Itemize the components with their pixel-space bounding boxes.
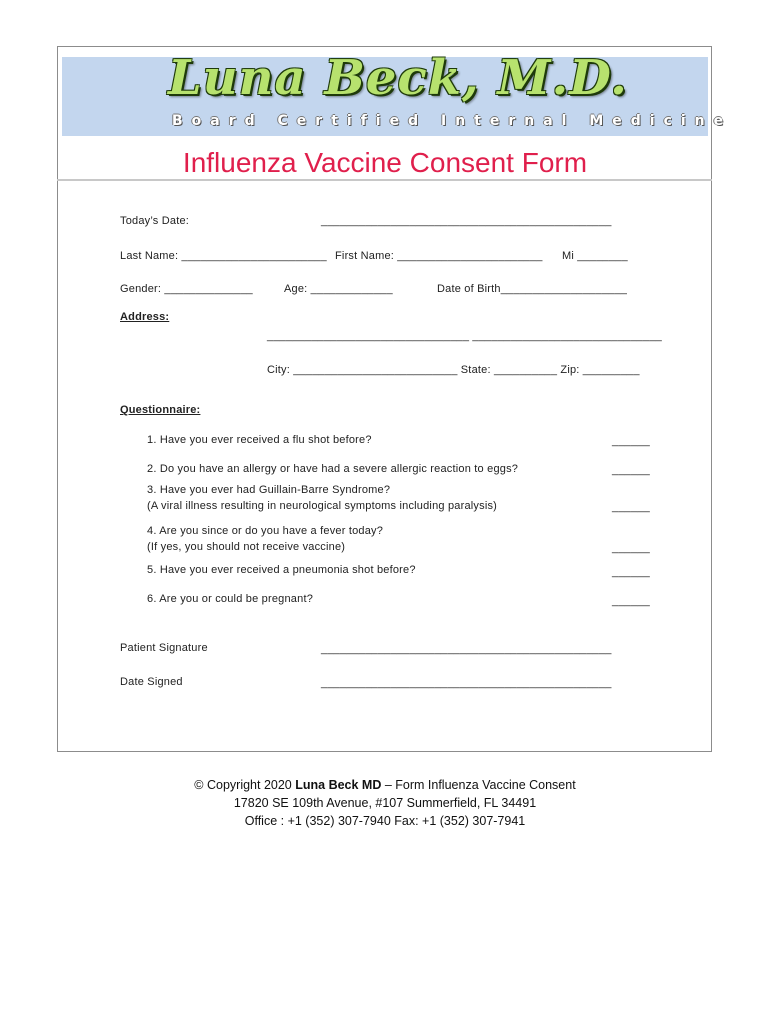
address-street-field[interactable]: ________________________________ ______________________________ — [267, 330, 662, 342]
question-3-answer[interactable]: ______ — [612, 501, 650, 513]
question-2-answer[interactable]: ______ — [612, 464, 650, 476]
question-5-answer[interactable]: ______ — [612, 566, 650, 578]
questionnaire-label: Questionnaire: — [120, 404, 201, 416]
age-field[interactable]: Age: _____________ — [284, 283, 393, 295]
question-3: 3. Have you ever had Guillain-Barre Syndrome? — [147, 484, 391, 496]
address-label: Address: — [120, 311, 170, 323]
question-4: 4. Are you since or do you have a fever today? — [147, 525, 384, 537]
question-4-answer[interactable]: ______ — [612, 542, 650, 554]
question-6: 6. Are you or could be pregnant? — [147, 593, 314, 605]
first-name-field[interactable]: First Name: _______________________ — [335, 250, 543, 262]
date-of-birth-field[interactable]: Date of Birth____________________ — [437, 283, 628, 295]
footer-address: 17820 SE 109th Avenue, #107 Summerfield, FL 34491 — [233, 796, 537, 810]
copyright-suffix: – Form Influenza Vaccine Consent — [381, 778, 576, 792]
question-2: 2. Do you have an allergy or have had a severe allergic reaction to eggs? — [147, 463, 519, 475]
middle-initial-field[interactable]: Mi ________ — [562, 250, 628, 262]
copyright-prefix: © Copyright 2020 — [194, 778, 296, 792]
practice-tagline: Board Certified Internal Medicine — [172, 113, 733, 129]
question-6-answer[interactable]: ______ — [612, 595, 650, 607]
gender-field[interactable]: Gender: ______________ — [120, 283, 253, 295]
question-3-note: (A viral illness resulting in neurological symptoms including paralysis) — [147, 500, 498, 512]
question-4-note: (If yes, you should not receive vaccine) — [147, 541, 346, 553]
patient-signature-label: Patient Signature — [120, 642, 208, 654]
question-1: 1. Have you ever received a flu shot before? — [147, 434, 372, 446]
form-title: Influenza Vaccine Consent Form — [182, 147, 588, 178]
date-signed-field[interactable]: ______________________________________________ — [321, 677, 612, 689]
title-divider — [57, 179, 712, 181]
todays-date-field[interactable]: ______________________________________________ — [321, 215, 612, 227]
footer-brand: Luna Beck MD — [295, 778, 382, 792]
question-1-answer[interactable]: ______ — [612, 435, 650, 447]
practice-logo: Luna Beck, M.D. — [168, 50, 628, 106]
last-name-field[interactable]: Last Name: _______________________ — [120, 250, 327, 262]
todays-date-label: Today’s Date: — [120, 215, 190, 227]
footer-contact: Office : +1 (352) 307-7940 Fax: +1 (352) 307-7941 — [244, 814, 526, 828]
date-signed-label: Date Signed — [120, 676, 183, 688]
question-5: 5. Have you ever received a pneumonia shot before? — [147, 564, 416, 576]
patient-signature-field[interactable]: ______________________________________________ — [321, 643, 612, 655]
footer-copyright — [0, 778, 770, 792]
city-state-zip-field[interactable]: City: __________________________ State: __________ Zip: _________ — [267, 364, 640, 376]
